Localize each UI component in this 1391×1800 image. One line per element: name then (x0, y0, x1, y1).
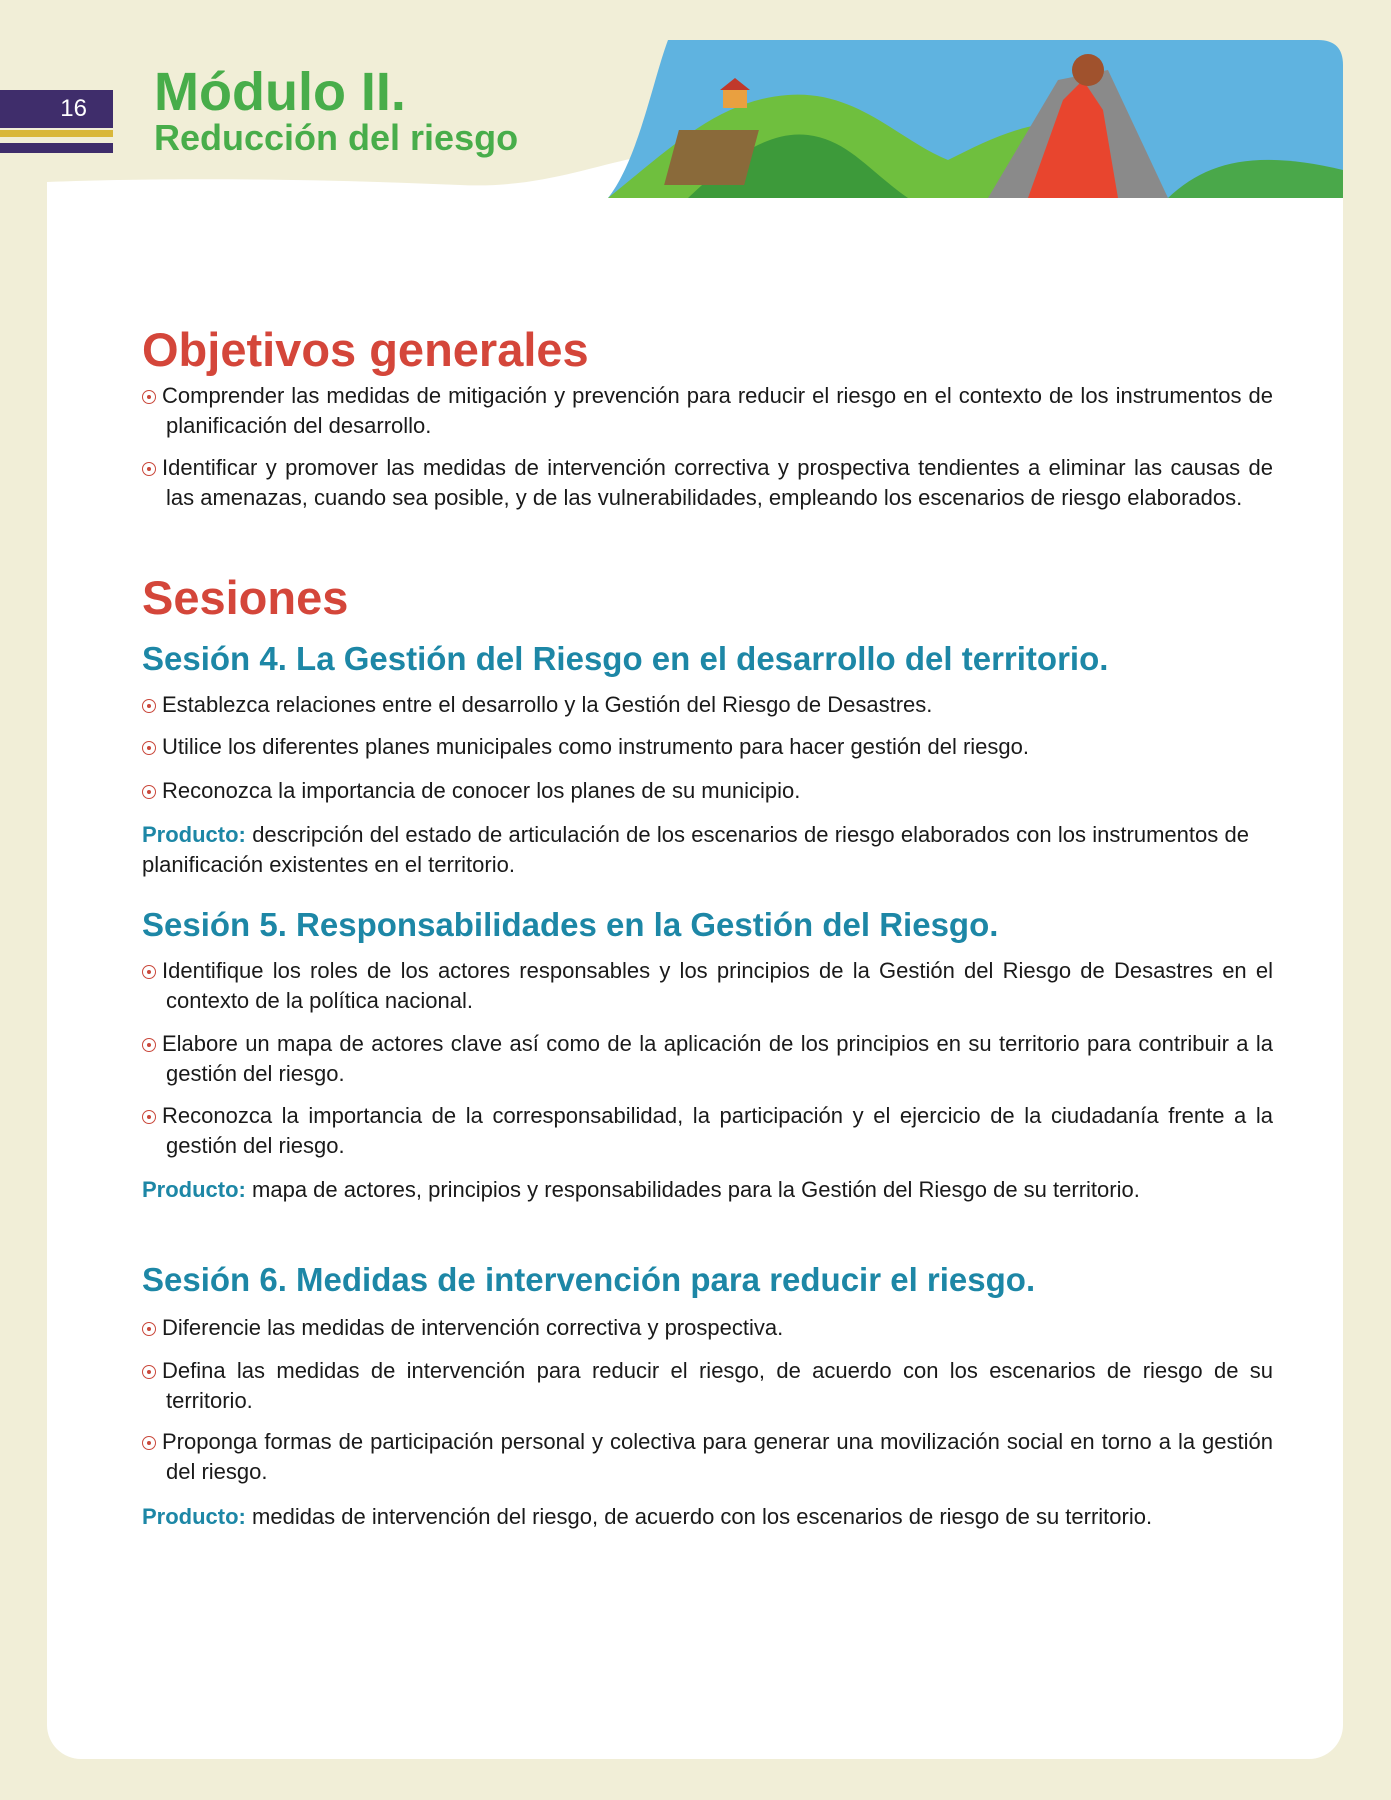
objetivo-item: Identificar y promover las medidas de intervención correctiva y prospectiva tendientes a eliminar las causas de las amenazas, cuando sea posible, y de las vulnerabilidades, empleando los escenarios de riesgo elaborados. (142, 453, 1273, 513)
session-item: Identifique los roles de los actores responsables y los principios de la Gestión del Riesgo de Desastres en el contexto de la política nacional. (142, 956, 1273, 1016)
bullet-icon (142, 1110, 156, 1124)
module-title: Módulo II. (154, 62, 406, 122)
session-4-heading: Sesión 4. La Gestión del Riesgo en el desarrollo del territorio. (142, 640, 1109, 677)
session-item: Proponga formas de participación personal y colectiva para generar una movilización social en torno a la gestión del riesgo. (142, 1427, 1273, 1487)
gold-stripe (0, 130, 113, 137)
session-item: Utilice los diferentes planes municipales como instrumento para hacer gestión del riesgo. (142, 732, 1273, 762)
module-subtitle: Reducción del riesgo (154, 117, 519, 158)
bullet-icon (142, 390, 156, 404)
session-item: Reconozca la importancia de conocer los planes de su municipio. (142, 776, 1273, 806)
page-number: 16 (0, 90, 113, 128)
session-item: Defina las medidas de intervención para reducir el riesgo, de acuerdo con los escenarios de riesgo de su territorio. (142, 1356, 1273, 1416)
session-5-heading: Sesión 5. Responsabilidades en la Gestión del Riesgo. (142, 906, 999, 943)
objetivo-item: Comprender las medidas de mitigación y prevención para reducir el riesgo en el contexto de los instrumentos de planificación del desarrollo. (142, 381, 1273, 441)
session-item: Diferencie las medidas de intervención correctiva y prospectiva. (142, 1313, 1273, 1343)
objetivos-heading: Objetivos generales (142, 323, 589, 376)
session-6-heading: Sesión 6. Medidas de intervención para reducir el riesgo. (142, 1261, 1036, 1298)
session-product: Producto: descripción del estado de articulación de los escenarios de riesgo elaborados con los instrumentos de planificación existentes en el territorio. (142, 822, 1249, 877)
session-item: Reconozca la importancia de la corresponsabilidad, la participación y el ejercicio de la ciudadanía frente a la gestión del riesgo. (142, 1101, 1273, 1161)
header-illustration (608, 40, 1343, 198)
bullet-icon (142, 462, 156, 476)
bullet-icon (142, 741, 156, 755)
bullet-icon (142, 1436, 156, 1450)
bullet-icon (142, 785, 156, 799)
bullet-icon (142, 1322, 156, 1336)
bullet-icon (142, 1365, 156, 1379)
purple-stripe (0, 143, 113, 153)
session-item: Elabore un mapa de actores clave así como de la aplicación de los principios en su territorio para contribuir a la gestión del riesgo. (142, 1029, 1273, 1089)
sesiones-heading: Sesiones (142, 571, 349, 624)
bullet-icon (142, 699, 156, 713)
session-product: Producto: mapa de actores, principios y responsabilidades para la Gestión del Riesgo de su territorio. (142, 1177, 1140, 1202)
bullet-icon (142, 1038, 156, 1052)
session-item: Establezca relaciones entre el desarrollo y la Gestión del Riesgo de Desastres. (142, 690, 1273, 720)
bullet-icon (142, 965, 156, 979)
session-product: Producto: medidas de intervención del riesgo, de acuerdo con los escenarios de riesgo de su territorio. (142, 1504, 1153, 1529)
